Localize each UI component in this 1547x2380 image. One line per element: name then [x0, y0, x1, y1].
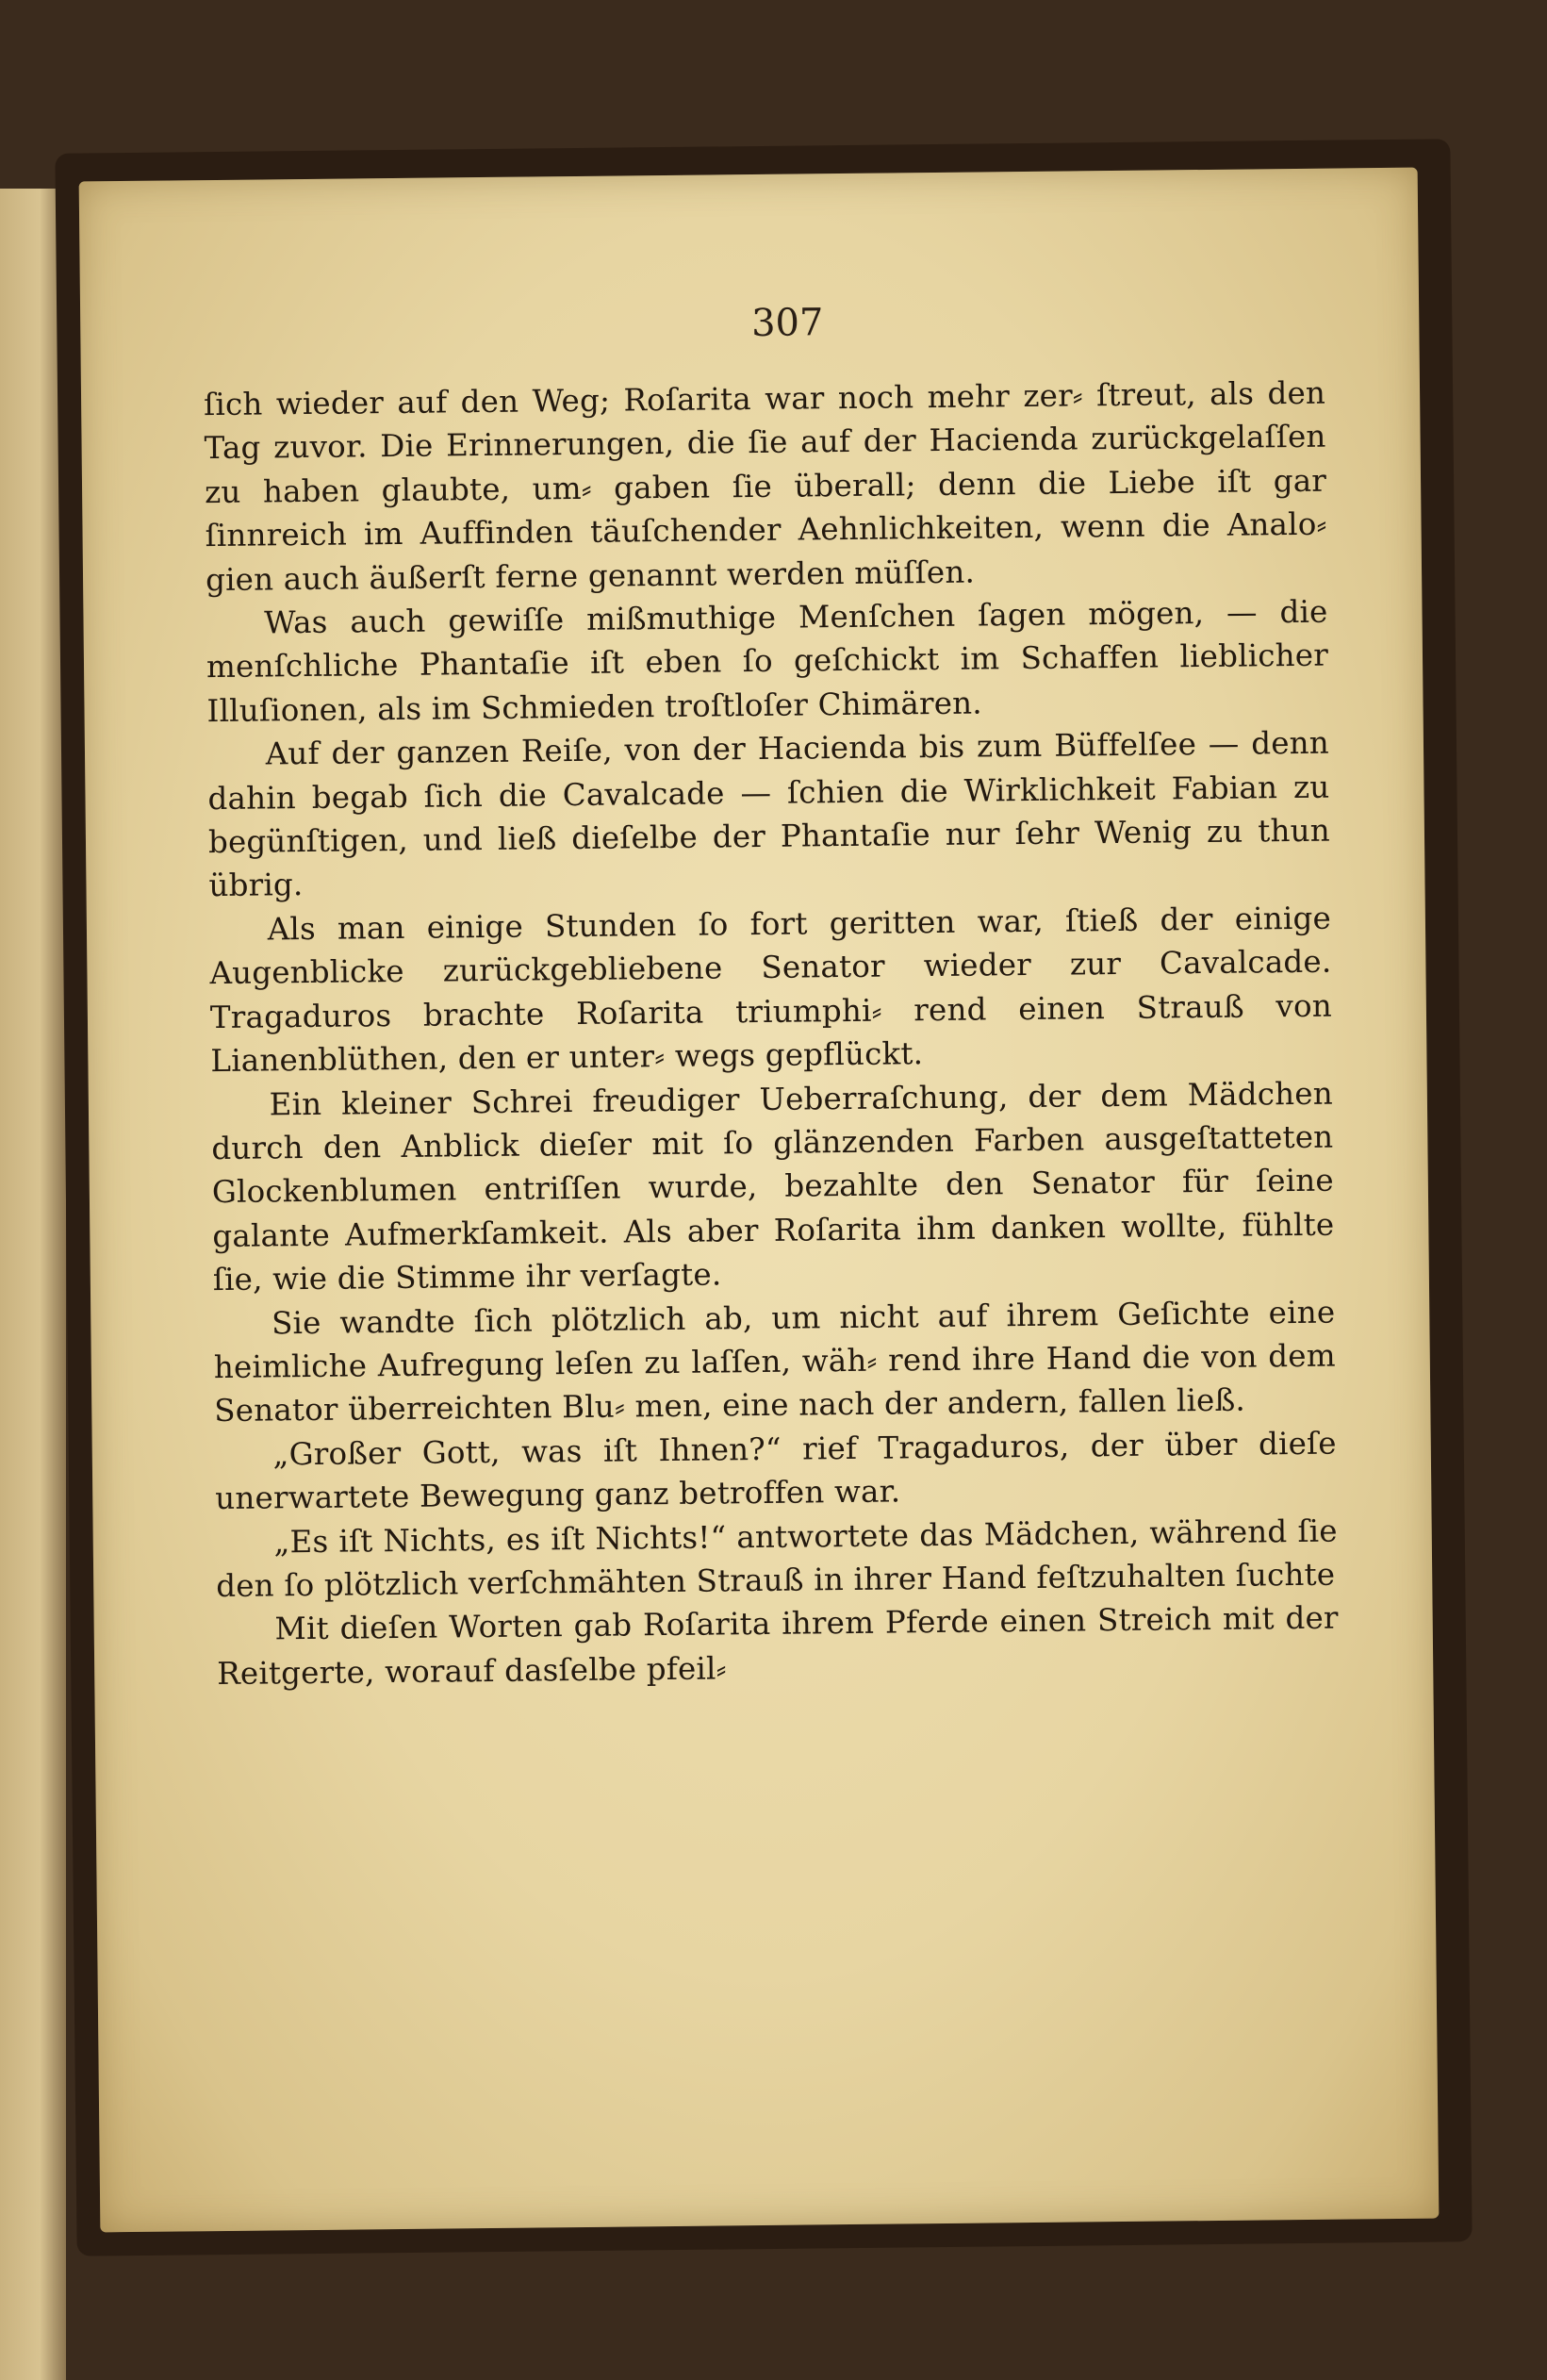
paragraph: Mit dieſen Worten gab Roſarita ihrem Pferde einen Streich mit der Reitgerte, worauf dasſelbe pfeil⸗ — [217, 1599, 1339, 1692]
paragraph: Als man einige Stunden ſo fort geritten war, ſtieß der einige Augenblicke zurückgebliebene Senator wieder zur Cavalcade. Tragaduros brachte Roſarita triumphi⸗ rend einen Strauß von Lianenblüthen, den er unter⸗ wegs gepflückt. — [209, 900, 1333, 1080]
paragraph: Auf der ganzen Reiſe, von der Hacienda bis zum Büffelſee — denn dahin begab ſich die Cavalcade — ſchien die Wirklichkeit Fabian zu begünſtigen, und ließ dieſelbe der Phantaſie nur ſehr Wenig zu thun übrig. — [207, 724, 1331, 904]
paragraph: Sie wandte ſich plötzlich ab, um nicht auf ihrem Geſichte eine heimliche Aufregung leſen zu laſſen, wäh⸗ rend ihre Hand die von dem Senator überreichten Blu⸗ men, eine nach der andern, fallen ließ. — [213, 1294, 1336, 1430]
paragraph: „Großer Gott, was iſt Ihnen?“ rief Tragaduros, der über dieſe unerwartete Bewegung ganz betroffen war. — [215, 1425, 1337, 1517]
paragraph: „Es iſt Nichts, es iſt Nichts!“ antwortete das Mädchen, während ſie den ſo plötzlich verſchmähten Strauß in ihrer Hand feſtzuhalten ſuchte — [216, 1512, 1338, 1605]
page-number: 307 — [750, 301, 824, 346]
left-page-edge — [0, 189, 66, 2380]
paragraph: ſich wieder auf den Weg; Roſarita war noch mehr zer⸗ ſtreut, als den Tag zuvor. Die Erinnerungen, die ſie auf der Hacienda zurückgelaſſen zu haben glaubte, um⸗ gaben ſie überall; denn die Liebe iſt gar ſinnreich im Auffinden täuſchender Aehnlichkeiten, wenn die Analo⸗ gien auch äußerſt ferne genannt werden müſſen. — [203, 374, 1327, 598]
book-page — [79, 168, 1440, 2233]
page-body — [204, 372, 1340, 1696]
paragraph: Was auch gewiſſe mißmuthige Menſchen ſagen mögen, — die menſchliche Phantaſie iſt eben ſo geſchickt im Schaffen lieblicher Illuſionen, als im Schmieden troſtloſer Chimären. — [206, 593, 1329, 729]
paragraph: Ein kleiner Schrei freudiger Ueberraſchung, der dem Mädchen durch den Anblick dieſer mit ſo glänzenden Farben ausgeſtatteten Glockenblumen entriſſen wurde, bezahlte den Senator für ſeine galante Aufmerkſamkeit. Als aber Roſarita ihm danken wollte, fühlte ſie, wie die Stimme ihr verſagte. — [211, 1075, 1335, 1298]
